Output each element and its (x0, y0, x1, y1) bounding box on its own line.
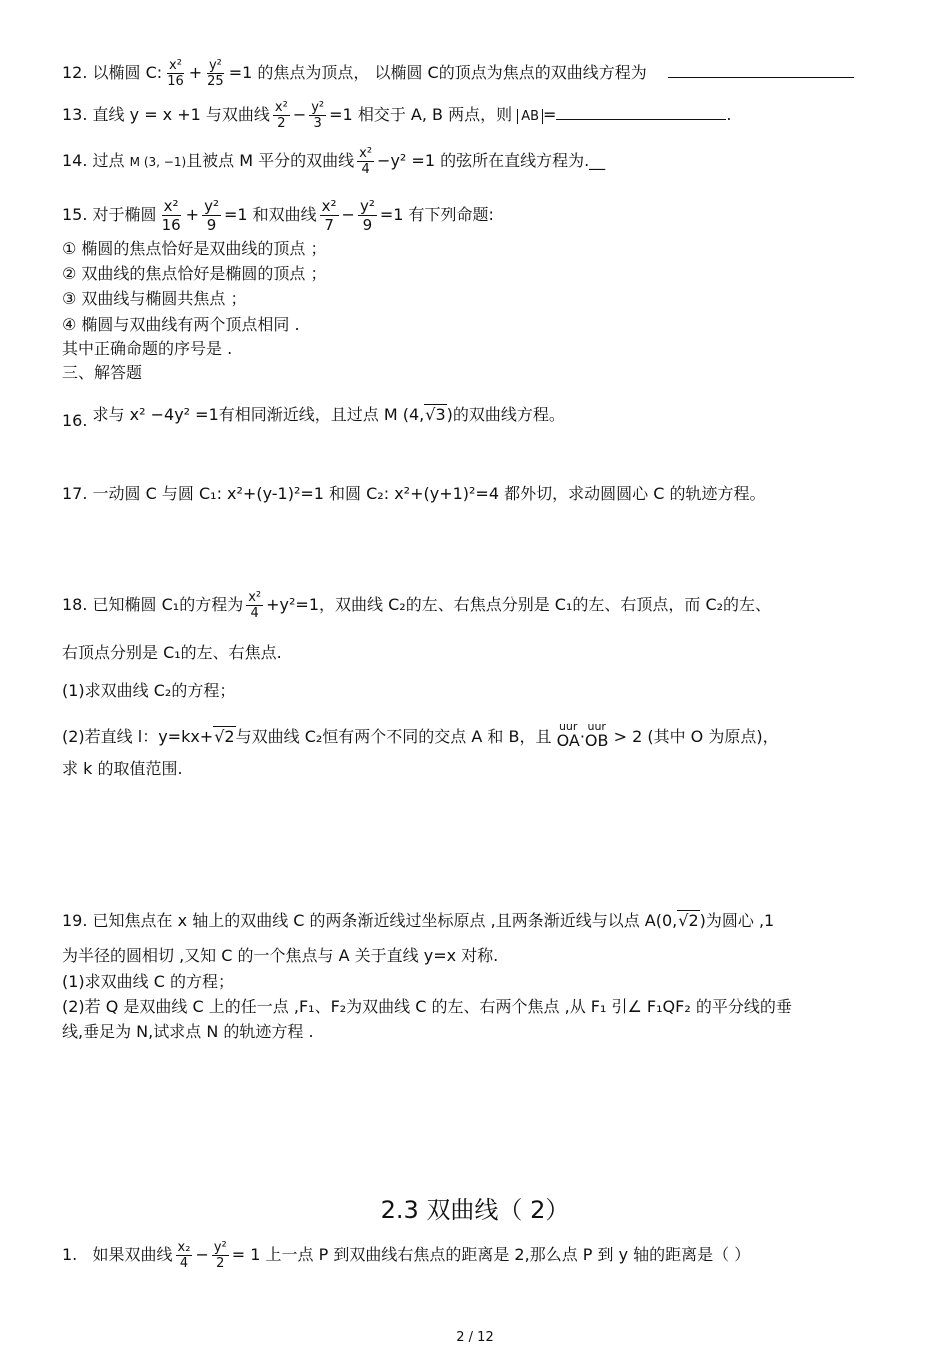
question-18-part1: (1)求双曲线 C₂的方程； (62, 681, 236, 700)
question-16: 16. 求与 x² −4y² =1有相同渐近线，且过点 M (4,√3)的双曲线方程。 (62, 405, 565, 430)
fraction: $\frac{\text{y²}}{25}$ (207, 58, 224, 89)
question-19-part2-end: 线,垂足为 N,试求点 N 的轨迹方程 . (62, 1022, 314, 1041)
answer-blank[interactable]: __ (589, 151, 606, 170)
fraction: $\frac{\text{x²}}{4}$ (359, 146, 373, 177)
sqrt: √2 (678, 911, 699, 930)
question-12: 12. 以椭圆 C: $\frac{\text{x²}}{16}$ + $\frac{\text{y²}}{25}$ =1 的焦点为顶点， 以椭圆 C的顶点为焦点的双曲线方程为 (62, 58, 854, 89)
correct-prompt: 其中正确命题的序号是 . (62, 339, 233, 358)
statement-4: ④ 椭圆与双曲线有两个顶点相同 . (62, 315, 300, 334)
fraction: $\frac{\text{x²}}{7}$ (321, 197, 337, 234)
question-18-line2: 右顶点分别是 C₁的左、右焦点. (62, 643, 282, 662)
question-number: 12. (62, 63, 88, 82)
question-13: 13. 直线 y = x +1 与双曲线 $\frac{\text{x²}}{2}$ − $\frac{\text{y²}}{3}$ =1 相交于 A, B 两点，则 AB = . (62, 100, 732, 131)
question-15: 15. 对于椭圆 $\frac{\text{x²}}{16}$ + $\frac{\text{y²}}{9}$ =1 和双曲线 $\frac{\text{x²}}{7}$ − $\frac{\text{y²}}{9}$ =1 有下列命题: (62, 197, 494, 234)
fraction: $\frac{\text{y²}}{2}$ (213, 1240, 227, 1271)
statement-2: ② 双曲线的焦点恰好是椭圆的顶点 ； (62, 264, 327, 283)
question-19-part1: (1)求双曲线 C 的方程； (62, 972, 235, 991)
vector-ob: uur OB (584, 720, 609, 750)
fraction: $\frac{\text{x²}}{2}$ (274, 100, 288, 131)
fraction: $\frac{\text{y²}}{3}$ (311, 100, 325, 131)
fraction: $\frac{\text{x²}}{16}$ (167, 58, 184, 89)
fraction: $\frac{\text{y²}}{9}$ (359, 197, 375, 234)
section-heading: 三、解答题 (62, 363, 143, 382)
question-18-part2: (2)若直线 l：y=kx+√2与双曲线 C₂恒有两个不同的交点 A 和 B，且 uur OA · uur OB > 2 (其中 O 为原点)， (62, 720, 779, 750)
statement-1: ① 椭圆的焦点恰好是双曲线的顶点 ； (62, 239, 327, 258)
vector-oa: uur OA (556, 720, 580, 750)
sqrt: √2 (214, 727, 235, 746)
section-title: 2.3 双曲线（ 2） (380, 1196, 570, 1224)
abs-value: AB (517, 109, 543, 124)
question-1: 1. 如果双曲线 $\frac{\text{x₂}}{4}$ − $\frac{\text{y²}}{2}$ = 1 上一点 P 到双曲线右焦点的距离是 2,那么点 P 到 y 轴的距离是（ ） (62, 1240, 751, 1271)
page-number: 2 / 12 (456, 1330, 494, 1345)
question-19-part2: (2)若 Q 是双曲线 C 上的任一点 ,F₁、F₂为双曲线 C 的左、右两个焦点 ,从 F₁ 引∠ F₁QF₂ 的平分线的垂 (62, 997, 792, 1016)
fraction: $\frac{\text{x²}}{16}$ (161, 197, 181, 234)
question-14: 14. 过点 M (3, −1)且被点 M 平分的双曲线 $\frac{\text{x²}}{4}$ −y² =1 的弦所在直线方程为.__ (62, 146, 606, 177)
question-19: 19. 已知焦点在 x 轴上的双曲线 C 的两条渐近线过坐标原点 ,且两条渐近线与以点 A(0,√2)为圆心 ,1 (62, 911, 775, 930)
fraction: $\frac{\text{x²}}{4}$ (248, 590, 262, 621)
fraction: $\frac{\text{x₂}}{4}$ (177, 1240, 191, 1271)
fraction: $\frac{\text{y²}}{9}$ (204, 197, 219, 234)
answer-blank[interactable] (668, 63, 854, 78)
sqrt: √3 (425, 405, 446, 424)
answer-blank[interactable] (556, 105, 726, 120)
question-18-part2-end: 求 k 的取值范围. (62, 759, 183, 778)
statement-3: ③ 双曲线与椭圆共焦点 ； (62, 289, 247, 308)
question-17: 17. 一动圆 C 与圆 C₁: x²+(y-1)²=1 和圆 C₂: x²+(y+1)²=4 都外切，求动圆圆心 C 的轨迹方程。 (62, 484, 766, 503)
question-19-line2: 为半径的圆相切 ,又知 C 的一个焦点与 A 关于直线 y=x 对称. (62, 946, 499, 965)
question-18: 18. 已知椭圆 C₁的方程为 $\frac{\text{x²}}{4}$ +y²=1，双曲线 C₂的左、右焦点分别是 C₁的左、右顶点，而 C₂的左、 (62, 590, 772, 621)
